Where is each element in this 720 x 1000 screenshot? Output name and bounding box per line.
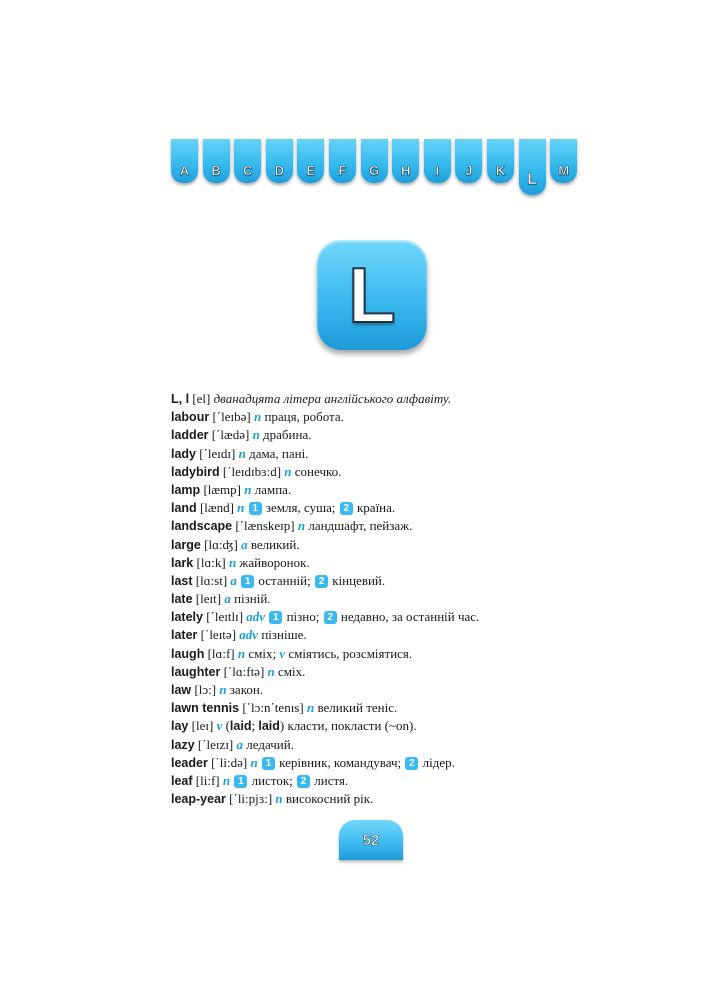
alphabet-tab-i[interactable]	[424, 139, 451, 183]
alphabet-tab-letter: J	[465, 163, 473, 178]
sense-definition: земля, суша;	[265, 500, 336, 516]
alphabet-tab-letter: A	[179, 163, 190, 178]
dictionary-entry	[171, 426, 571, 444]
definition: високосний рік.	[285, 791, 374, 807]
part-of-speech: n	[267, 663, 275, 679]
part-of-speech: v	[216, 718, 223, 734]
transcription: [΄leɪdɪbɜ:d]	[222, 463, 282, 479]
sense-number-badge: 2	[324, 611, 337, 624]
alphabet-tab-k[interactable]	[487, 139, 514, 183]
dictionary-entry	[171, 390, 571, 408]
sense-number-badge: 1	[234, 775, 247, 788]
headword: ladder	[171, 428, 209, 443]
dictionary-entry	[171, 645, 571, 663]
alphabet-tab-letter: L	[527, 171, 537, 188]
dictionary-entry	[171, 681, 571, 699]
sense-definition: лідер.	[422, 754, 455, 770]
transcription: [el]	[192, 391, 211, 406]
dictionary-entry	[171, 754, 571, 772]
alphabet-tab-letter: C	[242, 163, 253, 178]
alphabet-tab-e[interactable]	[297, 139, 324, 183]
sense-definition: країна.	[356, 500, 396, 516]
sense-number-badge: 2	[297, 775, 310, 788]
dictionary-entry	[171, 445, 571, 463]
transcription: [΄lædə]	[211, 427, 250, 443]
transcription: [lɑ:k]	[196, 554, 226, 570]
transcription: [΄li:pjɜ:]	[229, 791, 273, 807]
part-of-speech: n	[275, 791, 283, 807]
headword: laugh	[171, 646, 205, 661]
forms-sep: ;	[251, 718, 256, 734]
dictionary-entry	[171, 608, 571, 626]
dictionary-entry	[171, 590, 571, 608]
definition: сонечко.	[294, 463, 342, 479]
part-of-speech: adv	[239, 627, 259, 643]
part-of-speech: a	[236, 736, 244, 752]
headword: law	[171, 683, 192, 697]
headword: land	[171, 501, 197, 516]
definition: ландшафт, пейзаж.	[308, 518, 413, 534]
sense-definition: листя.	[314, 772, 349, 788]
sense-definition: останній;	[258, 572, 311, 588]
definition: праця, робота.	[264, 409, 344, 425]
part-of-speech: n	[297, 518, 306, 534]
part-of-speech: a	[224, 591, 231, 607]
headword: leap-year	[171, 792, 226, 807]
dictionary-entry	[171, 463, 571, 481]
definition: дама, пані.	[249, 445, 309, 461]
part-of-speech: n	[219, 682, 227, 697]
sense-number-badge: 2	[340, 502, 353, 515]
sense-number-badge: 1	[262, 757, 275, 770]
part-of-speech: n	[237, 500, 245, 516]
dictionary-entry	[171, 663, 571, 681]
definition: великий.	[250, 536, 300, 552]
alphabet-tab-letter: M	[558, 163, 570, 178]
dictionary-entry	[171, 736, 571, 754]
headword: landscape	[171, 519, 233, 534]
alphabet-tab-letter: H	[400, 163, 411, 178]
transcription: [lɑ:st]	[195, 572, 228, 588]
transcription: [leɪt]	[195, 591, 222, 607]
dictionary-entry	[171, 626, 571, 644]
alphabet-tab-letter: B	[211, 163, 221, 178]
transcription: [lɑ:f]	[207, 645, 235, 661]
sense-definition: кінцевий.	[332, 572, 386, 588]
transcription: [lɔ:]	[194, 682, 217, 697]
transcription: [læmp]	[203, 481, 241, 497]
part-of-speech: n	[252, 427, 260, 443]
dictionary-entry	[171, 536, 571, 554]
transcription: [΄lɔ:n΄tenɪs]	[242, 700, 304, 716]
headword: lamp	[171, 482, 201, 497]
transcription: [΄li:də]	[211, 754, 248, 770]
part-of-speech: n	[250, 754, 258, 770]
alphabet-tab-letter: D	[274, 163, 284, 178]
headword: L, l	[171, 392, 190, 406]
sense-definition: пізно;	[286, 609, 320, 625]
headword: leader	[171, 755, 208, 770]
part-of-speech: v	[279, 645, 286, 661]
part-of-speech: a	[230, 572, 237, 588]
transcription: [΄leɪtlɪ]	[206, 609, 244, 625]
big-letter: L	[348, 251, 396, 339]
alphabet-tab-m[interactable]	[550, 139, 577, 183]
headword: large	[171, 537, 201, 552]
headword: ladybird	[171, 464, 220, 479]
headword: leaf	[171, 773, 193, 788]
sense-definition: недавно, за останній час.	[340, 609, 480, 625]
alphabet-tab-f[interactable]	[329, 139, 356, 183]
big-letter-badge	[317, 240, 427, 350]
headword: lay	[171, 719, 189, 734]
transcription: [΄leɪtə]	[200, 627, 237, 643]
alphabet-tab-letter: G	[369, 163, 380, 178]
headword: lawn tennis	[171, 701, 240, 716]
dictionary-entry	[171, 499, 571, 517]
headword: later	[171, 628, 198, 643]
transcription: [΄leɪdɪ]	[199, 445, 236, 461]
definition: ледачий.	[246, 736, 294, 752]
sense-number-badge: 2	[405, 757, 418, 770]
transcription: [΄leɪbə]	[212, 409, 251, 425]
dictionary-entry	[171, 790, 571, 808]
transcription: [΄lænskeɪp]	[235, 518, 295, 534]
transcription: [li:f]	[195, 772, 220, 788]
verb-form: laid	[258, 719, 280, 734]
definition: сміх;	[248, 645, 277, 661]
verb-form: laid	[229, 719, 252, 734]
definition: жайворонок.	[239, 554, 310, 570]
definition: дванадцята літера англійського алфавіту.	[213, 391, 452, 406]
headword: labour	[171, 410, 210, 425]
part-of-speech: n	[237, 645, 246, 661]
page-number-badge	[339, 820, 403, 860]
alphabet-tab-c[interactable]	[234, 139, 261, 183]
forms-paren: )	[279, 718, 285, 734]
definition: великий теніс.	[317, 700, 398, 716]
dictionary-entry	[171, 408, 571, 426]
headword: lady	[171, 446, 197, 461]
headword: late	[171, 592, 193, 607]
dictionary-entry	[171, 717, 571, 735]
headword: laughter	[171, 664, 221, 679]
sense-number-badge: 1	[249, 502, 262, 515]
dictionary-entry	[171, 772, 571, 790]
alphabet-tab-b[interactable]	[203, 139, 230, 183]
transcription: [΄lɑ:ftə]	[223, 663, 265, 679]
transcription: [lænd]	[199, 500, 234, 516]
alphabet-tab-bar	[171, 139, 577, 209]
definition: сміх.	[278, 663, 306, 679]
part-of-speech: adv	[246, 609, 266, 625]
part-of-speech: n	[306, 700, 315, 716]
dictionary-entry	[171, 481, 571, 499]
dictionary-entry	[171, 699, 571, 717]
alphabet-tab-letter: I	[435, 163, 440, 178]
transcription: [leɪ]	[191, 718, 214, 734]
transcription: [΄leɪzɪ]	[197, 736, 234, 752]
headword: lazy	[171, 737, 195, 752]
part-of-speech: n	[222, 772, 231, 788]
definition: лампа.	[254, 481, 292, 497]
headword: last	[171, 573, 193, 588]
alphabet-tab-d[interactable]	[266, 139, 293, 183]
dictionary-entry	[171, 572, 571, 590]
definition: пізній.	[234, 591, 271, 607]
sense-number-badge: 1	[269, 611, 282, 624]
page-number: 52	[362, 831, 380, 849]
part-of-speech: n	[244, 481, 252, 497]
definition: пізніше.	[261, 627, 307, 643]
headword: lark	[171, 555, 194, 570]
alphabet-tab-letter: K	[495, 163, 506, 178]
part-of-speech: n	[253, 409, 262, 425]
definition: сміятись, розсміятися.	[288, 645, 413, 661]
definition: драбина.	[263, 427, 312, 443]
sense-definition: листок;	[251, 772, 293, 788]
definition: класти, покласти (~on).	[287, 718, 417, 734]
part-of-speech: n	[284, 463, 292, 479]
sense-number-badge: 2	[315, 575, 328, 588]
sense-definition: керівник, командувач;	[279, 754, 402, 770]
part-of-speech: n	[228, 554, 237, 570]
alphabet-tab-g[interactable]	[361, 139, 388, 183]
dictionary-entry	[171, 554, 571, 572]
dictionary-entry	[171, 517, 571, 535]
headword: lately	[171, 610, 203, 625]
alphabet-tab-j[interactable]	[455, 139, 482, 183]
dictionary-entries	[171, 390, 571, 808]
forms-paren: (	[225, 718, 230, 734]
transcription: [lɑ:ʤ]	[204, 536, 238, 552]
alphabet-tab-letter: E	[306, 163, 316, 178]
alphabet-tab-h[interactable]	[392, 139, 419, 183]
alphabet-tab-letter: F	[338, 163, 347, 178]
alphabet-tab-l[interactable]	[519, 139, 546, 195]
alphabet-tab-a[interactable]	[171, 139, 198, 183]
part-of-speech: a	[241, 536, 248, 552]
sense-number-badge: 1	[241, 575, 254, 588]
definition: закон.	[229, 682, 264, 697]
part-of-speech: n	[238, 445, 246, 461]
